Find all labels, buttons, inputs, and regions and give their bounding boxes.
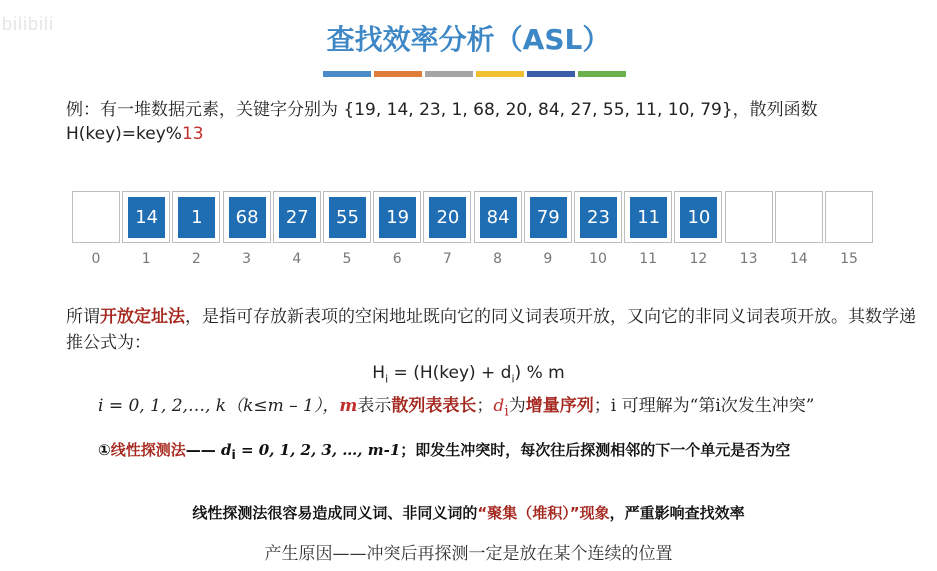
var-d-sub: i: [231, 447, 236, 462]
hash-cell: [725, 191, 773, 243]
watermark-logo: bilibili: [2, 14, 55, 34]
example-text: [66, 98, 916, 146]
formula-part: ) % m: [514, 363, 565, 383]
cell-value: 19: [379, 197, 416, 238]
cell-index: 1: [141, 251, 151, 267]
text: ；即发生冲突时，每次往后探测相邻的下一个单元是否为空: [400, 441, 791, 459]
cell-value: 1: [178, 197, 215, 238]
cell-index: 13: [739, 251, 758, 267]
color-bar: [425, 71, 473, 77]
cell-value: 20: [429, 197, 466, 238]
example-prefix: 例：有一堆数据元素，关键字分别为 {19, 14, 23, 1, 68, 20, 84, 27, 55, 11, 10, 79}，散列函数: [66, 100, 818, 120]
recurrence-formula: [0, 363, 937, 385]
cell-value: 23: [580, 197, 617, 238]
formula-part: = (H(key) + d: [388, 363, 512, 383]
cell-index: 14: [789, 251, 808, 267]
term-clustering: “聚集（堆积）”现象: [477, 504, 610, 522]
cell-index: 12: [689, 251, 708, 267]
hash-function: H(key)=key%: [66, 124, 182, 144]
cell-index: 10: [589, 251, 607, 267]
cell-index: 7: [442, 251, 452, 267]
hash-cell: [825, 191, 873, 243]
hash-cell: [624, 191, 672, 243]
page-title: 查找效率分析（ASL）: [326, 23, 611, 56]
var-d: d: [493, 396, 505, 416]
para-part: 所谓: [66, 307, 100, 327]
color-bar: [527, 71, 575, 77]
dash: ——: [185, 441, 221, 459]
text: ；: [476, 396, 494, 416]
cell-value: 55: [329, 197, 366, 238]
hash-cell: [72, 191, 120, 243]
clustering-note: [0, 502, 937, 523]
cell-index: 15: [840, 251, 858, 267]
hash-cell: [474, 191, 522, 243]
hash-cell: [323, 191, 371, 243]
cell-index: 0: [91, 251, 101, 267]
cell-index: 3: [242, 251, 252, 267]
cell-index: 5: [342, 251, 352, 267]
var-d: d: [220, 441, 232, 459]
color-bar: [323, 71, 371, 77]
color-divider: [323, 71, 626, 77]
cell-value: 84: [480, 197, 517, 238]
cell-value: 68: [229, 197, 266, 238]
linear-probing-definition: [98, 439, 790, 462]
color-bar: [374, 71, 422, 77]
term-increment-sequence: 增量序列: [525, 396, 594, 416]
hash-cell: [423, 191, 471, 243]
cause-note: 产生原因——冲突后再探测一定是放在某个连续的位置: [264, 544, 673, 564]
hash-cell: [524, 191, 572, 243]
hash-cell: [273, 191, 321, 243]
cell-value: 10: [680, 197, 717, 238]
formula-sub: i: [511, 372, 515, 386]
color-bar: [578, 71, 626, 77]
formula-part: H: [372, 363, 386, 383]
hash-cell: [172, 191, 220, 243]
term-open-addressing: 开放定址法: [100, 307, 185, 327]
hash-cell: [574, 191, 622, 243]
para-part: ，是指可存放新表项的空闲地址既向它的同义词表项开放，又向它的非同义词表项开放。其数学递推公式为：: [66, 307, 916, 353]
formula-sub: i: [385, 372, 389, 386]
hash-cell: [373, 191, 421, 243]
cell-index: 6: [392, 251, 402, 267]
index-range: i = 0, 1, 2,…, k（k≤m – 1），: [98, 396, 340, 416]
cell-index: 4: [292, 251, 302, 267]
var-m: m: [339, 396, 358, 416]
definition-paragraph: [66, 304, 926, 356]
hash-cell: [775, 191, 823, 243]
hash-cell: [223, 191, 271, 243]
text: 表示: [357, 396, 392, 416]
cell-value: 79: [530, 197, 567, 238]
term-linear-probing: 线性探测法: [110, 441, 186, 459]
text: ，严重影响查找效率: [609, 504, 745, 522]
cell-value: 14: [128, 197, 165, 238]
hash-cell: [122, 191, 170, 243]
cell-index: 2: [191, 251, 201, 267]
var-d-sub: i: [504, 403, 509, 420]
hash-cell: [674, 191, 722, 243]
cell-value: 11: [630, 197, 667, 238]
hash-modulus: 13: [181, 124, 204, 144]
sequence: = 0, 1, 2, 3, …, m-1: [235, 441, 401, 459]
cell-value: 27: [279, 197, 316, 238]
cell-index: 8: [493, 251, 503, 267]
text: 线性探测法很容易造成同义词、非同义词的: [192, 504, 478, 522]
circled-number: ①: [98, 441, 111, 459]
text: ；i 可理解为“第i次发生冲突”: [593, 396, 815, 416]
term-table-length: 散列表表长: [391, 396, 477, 416]
formula-explanation: [98, 391, 814, 419]
cell-index: 11: [639, 251, 658, 267]
text: 为: [508, 396, 526, 416]
color-bar: [476, 71, 524, 77]
cell-index: 9: [543, 251, 553, 267]
